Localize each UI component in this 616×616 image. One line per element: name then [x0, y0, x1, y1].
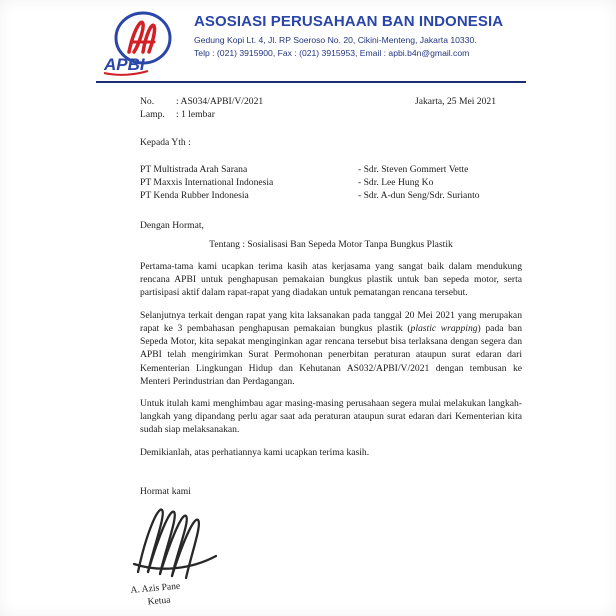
signer-title: Ketua [147, 594, 171, 608]
recipient-list [140, 163, 522, 203]
attachment-line [140, 108, 415, 121]
city-date: Jakarta, 25 Mei 2021 [415, 96, 496, 107]
number-value: : AS034/APBI/V/2021 [176, 96, 264, 107]
letterhead [0, 0, 616, 76]
meta-row [140, 95, 522, 121]
logo-text: APBI [104, 55, 145, 74]
signer-name: A. Azis Pane [130, 580, 181, 597]
apbi-logo [96, 10, 184, 76]
company-name: PT Multistrada Arah Sarana [140, 163, 248, 175]
recipient-row [140, 176, 522, 189]
org-name: ASOSIASI PERUSAHAAN BAN INDONESIA [194, 13, 504, 30]
paragraph-2 [140, 309, 522, 388]
paragraph-3: Untuk itulah kami menghimbau agar masing-masing perusahaan segera mulai melakukan langkah-langkah yang dipandang perlu agar saat ada peraturan ataupun surat edaran dari Kementerian kita sudah siap melaksanakan. [140, 397, 522, 436]
apbi-logo-icon [96, 10, 184, 76]
company-contact: - Sdr. Steven Gommert Vette [358, 163, 469, 175]
paragraph-2-italic: plastic wrapping [410, 322, 478, 334]
company-contact: - Sdr. Lee Hung Ko [358, 176, 434, 188]
letter-number-line [140, 95, 415, 108]
recipient-row [140, 189, 522, 202]
paragraph-2-part2: ) pada ban Sepeda Motor, kita sepakat menginginkan agar rencana tersebut bisa terlaksana dengan segera dan APBI telah mengirimkan Surat Permohonan penerbitan peraturan ataupun surat edaran dari Kementerian Lingkungan Hidup dan Kehutanan AS032/APBI/V/2021 dengan tembusan ke Menteri Perindustrian dan Perdagangan. [140, 322, 522, 387]
company-name: PT Maxxis International Indonesia [140, 176, 274, 188]
company-contact: - Sdr. A-dun Seng/Sdr. Surianto [358, 190, 480, 202]
number-label: No. [140, 96, 155, 107]
closing: Hormat kami [140, 485, 191, 497]
company-name: PT Kenda Rubber Indonesia [140, 190, 249, 202]
kepada-label: Kepada Yth : [140, 137, 191, 149]
paragraph-4: Demikianlah, atas perhatiannya kami ucapkan terima kasih. [140, 446, 370, 458]
org-address-line2: Telp : (021) 3915900, Fax : (021) 3915953, Email : apbi.b4n@gmail.com [194, 48, 470, 59]
paragraph-1: Pertama-tama kami ucapkan terima kasih atas kerjasama yang sangat baik dalam mendukung rencana APBI untuk penghapusan pemakaian bungkus plastik untuk ban sepeda motor, serta partisipasi aktif dalam rapat-rapat yang diadakan untuk pematangan rencana tersebut. [140, 260, 522, 299]
meta-left [140, 95, 415, 121]
letter-body [0, 83, 616, 611]
attachment-value: : 1 lembar [176, 109, 215, 121]
subject-line: Tentang : Sosialisasi Ban Sepeda Motor Tanpa Bungkus Plastik [209, 238, 453, 250]
letterhead-text [194, 10, 503, 61]
salutation: Dengan Hormat, [140, 220, 204, 232]
org-address-line1: Gedung Kopi Lt. 4, Jl. RP Soeroso No. 20, Cikini-Menteng, Jakarta 10330. [194, 35, 477, 45]
recipient-row [140, 163, 522, 176]
attachment-label: Lamp. [140, 109, 165, 121]
paragraph-2-part1: Selanjutnya terkait dengan rapat yang kita laksanakan pada tanggal 20 Mei 2021 yang merupakan rapat ke 3 pembahasan penghapusan pemakaian bungkus plastik ( [140, 309, 522, 334]
